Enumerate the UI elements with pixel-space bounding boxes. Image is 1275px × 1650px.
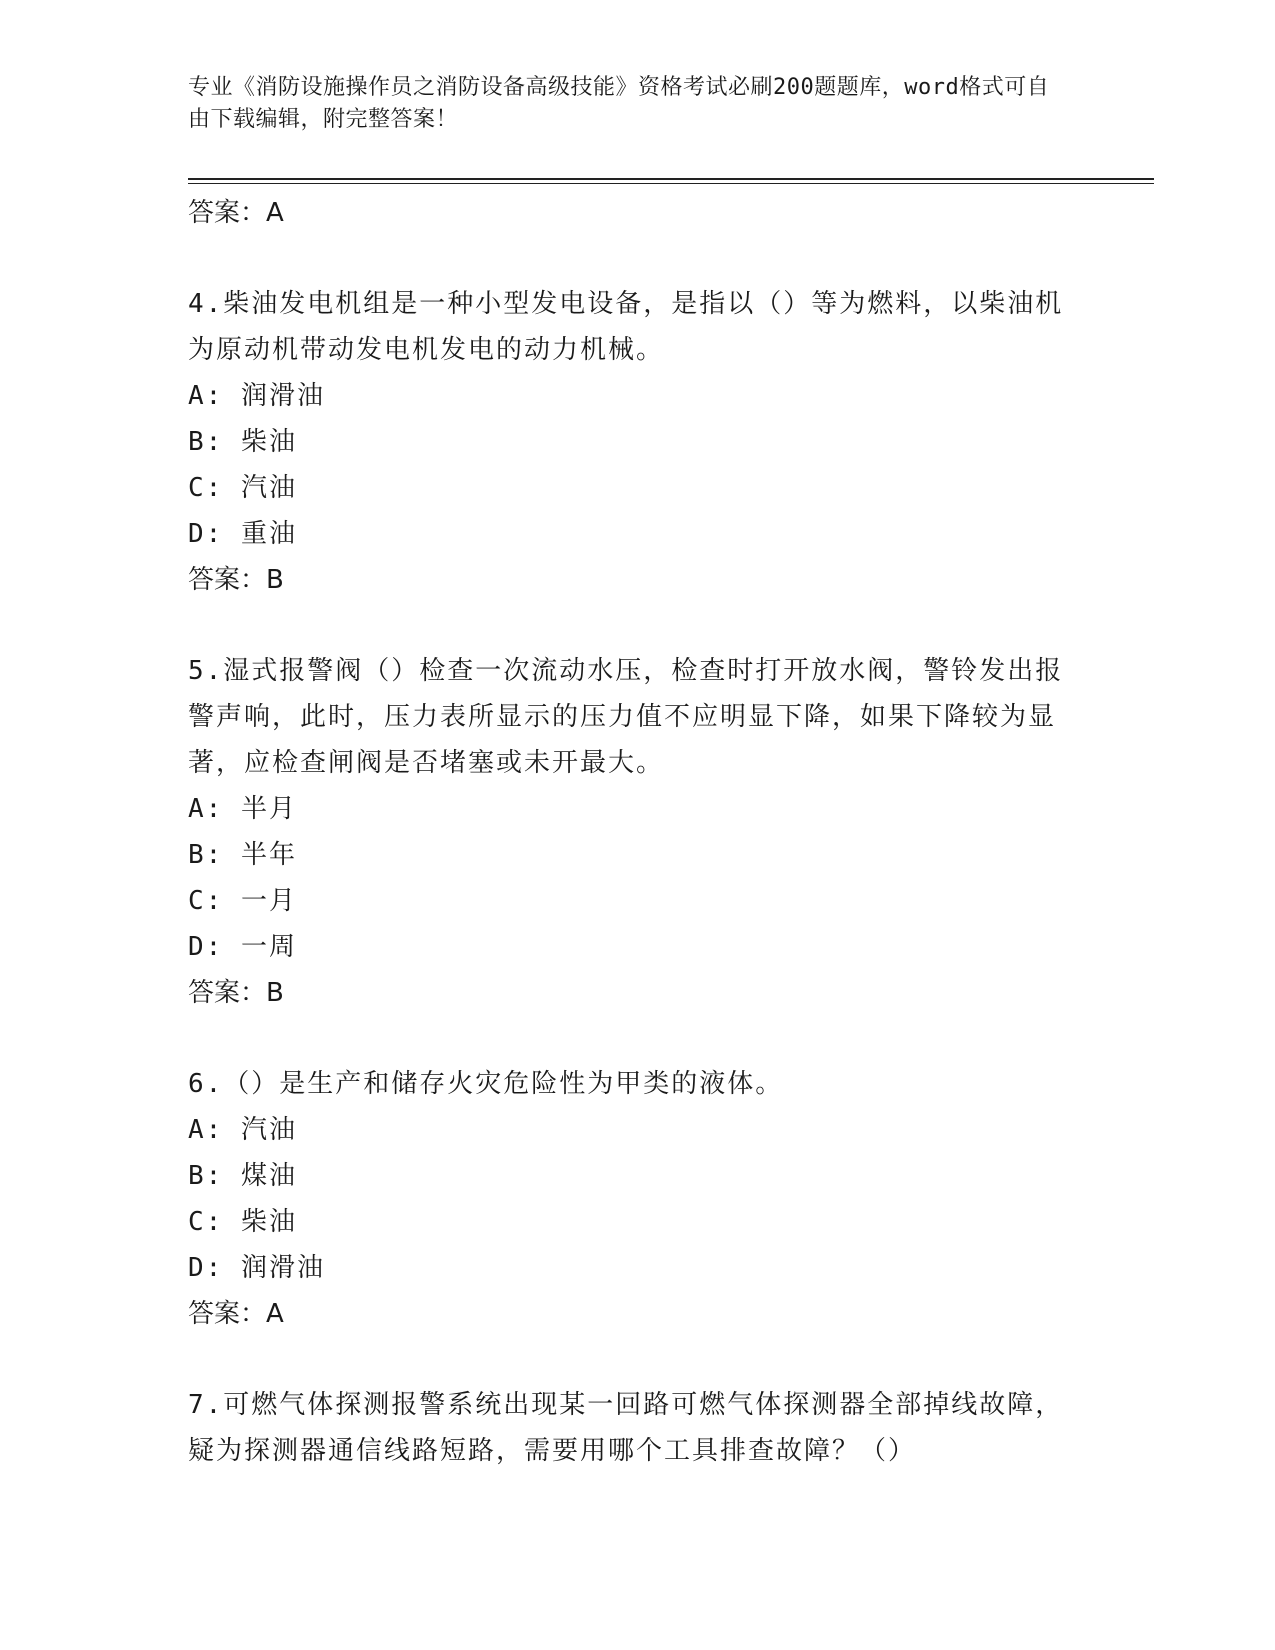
question-text: 5.湿式报警阀（）检查一次流动水压，检查时打开放水阀，警铃发出报警声响，此时，压力表所显示的压力值不应明显下降，如果下降较为显著，应检查闸阀是否堵塞或未开最大。 [188, 656, 1064, 778]
question-block-7 [188, 1382, 1068, 1474]
question-text: 6.（）是生产和储存火灾危险性为甲类的液体。 [188, 1069, 784, 1099]
question-text: 7.可燃气体探测报警系统出现某一回路可燃气体探测器全部掉线故障，疑为探测器通信线路短路，需要用哪个工具排查故障？（） [188, 1390, 1064, 1466]
header-rule-thin [188, 183, 1154, 184]
document-header: 专业《消防设施操作员之消防设备高级技能》资格考试必刷200题题库，word格式可自由下载编辑，附完整答案！ [188, 75, 1050, 132]
question-text: 4.柴油发电机组是一种小型发电设备，是指以（）等为燃料，以柴油机为原动机带动发电机发电的动力机械。 [188, 289, 1064, 365]
question-block-5 [188, 648, 1068, 1016]
option-c: C: 一月 [188, 886, 297, 916]
option-d: D: 润滑油 [188, 1253, 325, 1283]
answer-line: 答案：A [188, 198, 284, 228]
option-a: A: 汽油 [188, 1115, 297, 1145]
option-d: D: 重油 [188, 519, 297, 549]
question-block-6 [188, 1061, 1068, 1337]
option-c: C: 柴油 [188, 1207, 297, 1237]
option-d: D: 一周 [188, 932, 297, 962]
answer-line: 答案：B [188, 565, 284, 595]
option-b: B: 柴油 [188, 427, 297, 457]
option-b: B: 半年 [188, 840, 297, 870]
answer-line: 答案：A [188, 1299, 284, 1329]
option-a: A: 润滑油 [188, 381, 325, 411]
header-rule-thick [188, 178, 1154, 180]
question-block-4 [188, 281, 1068, 603]
option-b: B: 煤油 [188, 1161, 297, 1191]
answer-line: 答案：B [188, 978, 284, 1008]
option-c: C: 汽油 [188, 473, 297, 503]
option-a: A: 半月 [188, 794, 297, 824]
question-content [188, 190, 1068, 1474]
